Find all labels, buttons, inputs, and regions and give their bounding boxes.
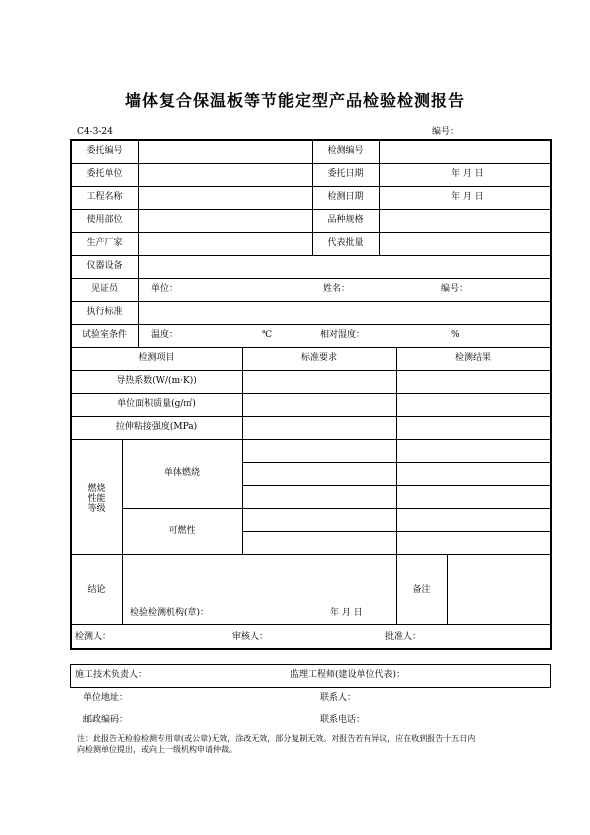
label-project-name: 工程名称 — [86, 192, 123, 202]
row-line — [71, 416, 551, 417]
combustion-line-2: 性能 — [87, 494, 106, 504]
label-entrust-unit: 委托单位 — [86, 169, 123, 179]
form-code: C4-3-24 — [77, 127, 113, 137]
detect-date-value: 年 月 日 — [451, 192, 484, 202]
header-result: 检测结果 — [454, 353, 491, 363]
witness-unit-label: 单位： — [151, 284, 179, 294]
footer-box-top — [70, 664, 551, 665]
item-area-mass: 单位面积质量(g/㎡) — [117, 399, 196, 409]
col-line — [242, 347, 243, 554]
label-spec: 品种规格 — [327, 215, 364, 225]
report-title: 墙体复合保温板等节能定型产品检验检测报告 — [124, 91, 465, 110]
postcode-label: 邮政编码： — [83, 715, 129, 725]
col-line — [122, 554, 123, 624]
table-border-bottom — [70, 648, 552, 650]
agency-seal-label: 检验检测机构(章)： — [130, 608, 210, 618]
header-item: 检测项目 — [138, 353, 175, 363]
temperature-unit: ℃ — [262, 330, 273, 340]
conclusion-date: 年 月 日 — [330, 608, 363, 618]
col-line — [379, 140, 380, 256]
witness-no-label: 编号： — [441, 284, 469, 294]
row-line — [71, 324, 551, 325]
label-witness: 见证员 — [90, 284, 118, 294]
combustion-line-1: 燃烧 — [87, 484, 106, 494]
report-number-label: 编号： — [432, 127, 460, 137]
note-line-2: 向检测单位提出，或向上一级机构申请仲裁。 — [77, 745, 237, 754]
combustion-line-3: 等级 — [87, 504, 106, 514]
col-line — [396, 347, 397, 554]
phone-label: 联系电话： — [320, 715, 366, 725]
header-requirement: 标准要求 — [300, 353, 337, 363]
row-line — [71, 255, 551, 256]
tester-label: 检测人： — [75, 632, 112, 642]
note-line-1: 注：此报告无检验检测专用章(或公章)无效，涂改无效，部分复制无效。对报告若有异议，应在收到报告十五日内 — [77, 734, 476, 743]
temperature-label: 温度： — [151, 330, 179, 340]
supervisor-label: 监理工程师(建设单位代表)： — [290, 670, 406, 680]
row-line — [71, 209, 551, 210]
table-border-right — [550, 139, 552, 650]
conclusion-label: 结论 — [87, 585, 106, 595]
humidity-unit: % — [451, 330, 460, 340]
humidity-label: 相对湿度： — [320, 330, 366, 340]
reviewer-label: 审核人： — [232, 632, 269, 642]
witness-name-label: 姓名： — [323, 284, 351, 294]
table-border-top — [70, 139, 552, 141]
label-entrust-date: 委托日期 — [327, 169, 364, 179]
combustion-grade-label — [71, 484, 122, 514]
address-label: 单位地址： — [83, 693, 129, 703]
label-standard: 执行标准 — [86, 307, 123, 317]
footer-box-bottom — [70, 687, 551, 688]
row-line — [71, 347, 551, 348]
row-line — [71, 278, 551, 279]
item-flammability: 可燃性 — [168, 526, 196, 536]
row-line — [71, 393, 551, 394]
row-line — [122, 508, 551, 509]
row-line — [71, 624, 551, 625]
item-tensile-bond: 拉伸粘接强度(MPa) — [115, 422, 198, 432]
label-detect-no: 检测编号 — [327, 146, 364, 156]
row-line — [71, 163, 551, 164]
label-manufacturer: 生产厂家 — [86, 238, 123, 248]
row-line — [71, 370, 551, 371]
col-line — [447, 554, 448, 624]
label-lab-condition: 试验室条件 — [81, 330, 127, 340]
tech-lead-label: 施工技术负责人： — [75, 670, 148, 680]
col-line — [138, 140, 139, 347]
row-line — [71, 554, 551, 555]
label-batch: 代表批量 — [327, 238, 364, 248]
footer-box-left — [70, 664, 71, 687]
footer-box-right — [550, 664, 551, 687]
row-line — [71, 439, 551, 440]
row-line — [71, 186, 551, 187]
remark-label: 备注 — [412, 585, 431, 595]
label-entrust-no: 委托编号 — [86, 146, 123, 156]
label-use-part: 使用部位 — [86, 215, 123, 225]
row-line — [71, 232, 551, 233]
item-thermal-conductivity: 导热系数(W/(m·K)) — [116, 376, 197, 386]
contact-label: 联系人： — [320, 693, 357, 703]
item-single-burn: 单体燃烧 — [163, 468, 200, 478]
approver-label: 批准人： — [385, 632, 422, 642]
row-line — [71, 301, 551, 302]
entrust-date-value: 年 月 日 — [451, 169, 484, 179]
label-detect-date: 检测日期 — [327, 192, 364, 202]
label-instrument: 仪器设备 — [86, 261, 123, 271]
